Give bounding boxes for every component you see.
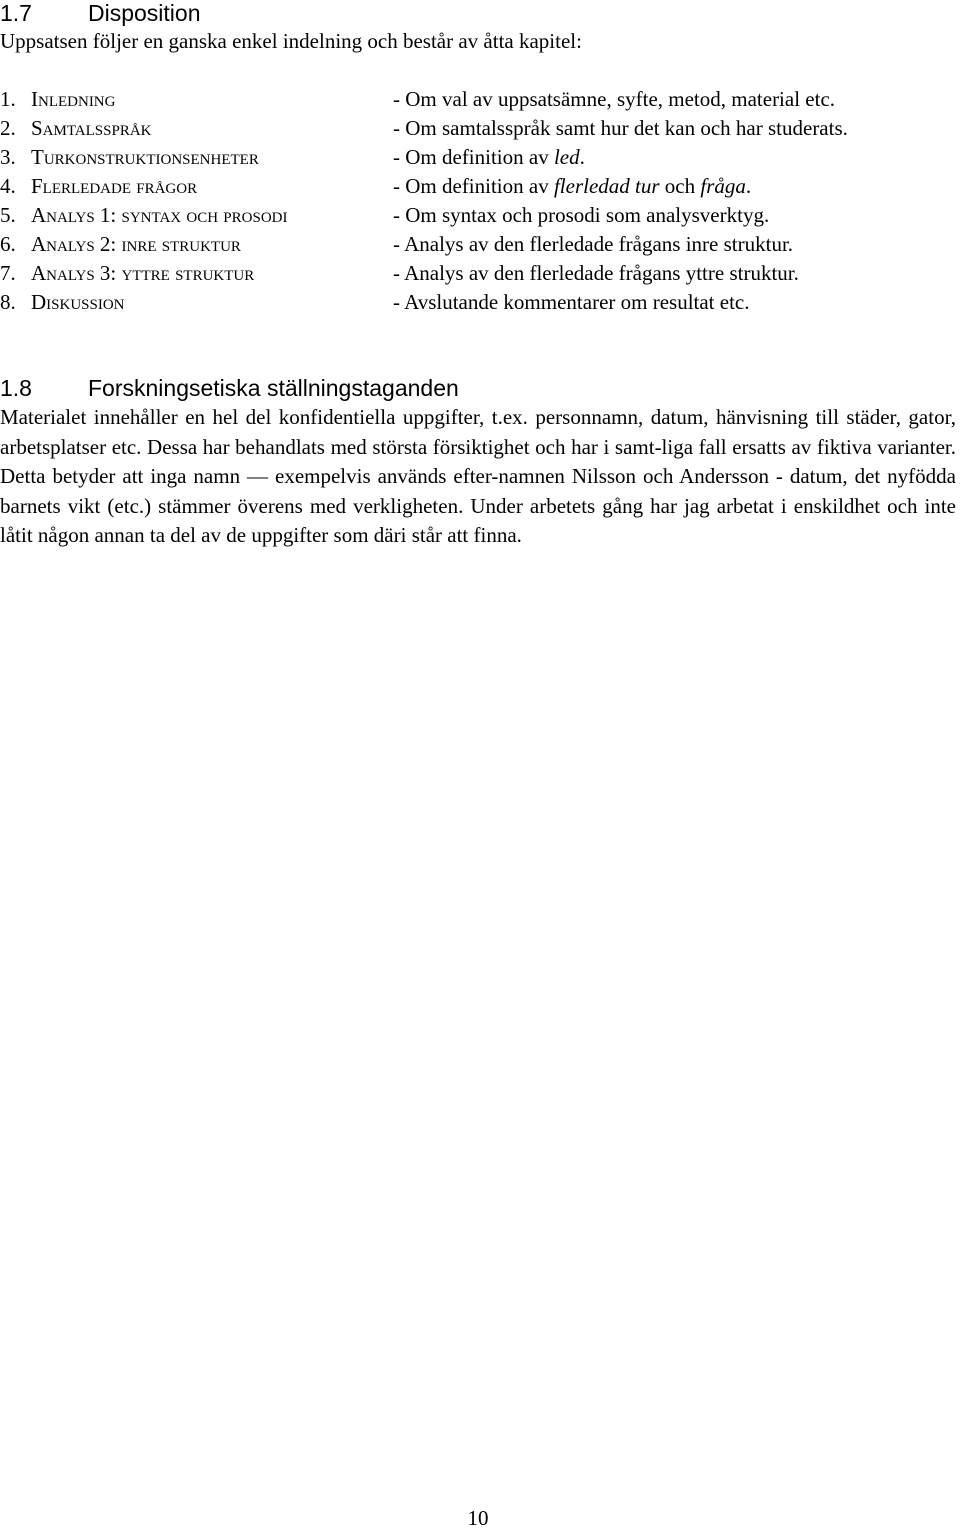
description-text: - Om definition av	[393, 174, 554, 198]
chapter-item	[0, 173, 960, 202]
section-number: 1.7	[0, 0, 32, 26]
chapter-title: Turkonstruktionsenheter	[31, 145, 259, 169]
chapter-description: - Om syntax och prosodi som analysverktyg.	[393, 203, 770, 227]
chapter-item	[0, 289, 960, 318]
chapter-title: Flerledade frågor	[31, 174, 198, 198]
chapter-number: 8.	[0, 290, 16, 314]
description-text: och	[659, 174, 701, 198]
description-text: .	[745, 174, 752, 198]
chapter-number: 7.	[0, 261, 16, 285]
chapter-number: 2.	[0, 116, 16, 140]
description-term: fråga	[700, 174, 746, 198]
description-text: .	[579, 145, 585, 169]
section-heading-ethics	[0, 375, 459, 401]
chapter-title: Analys 2: inre struktur	[31, 232, 241, 256]
chapter-title: Inledning	[31, 87, 116, 111]
chapter-title: Analys 1: syntax och prosodi	[31, 203, 288, 227]
chapter-list	[0, 86, 960, 318]
description-term: flerledad tur	[553, 174, 660, 198]
chapter-description: - Analys av den flerledade frågans inre struktur.	[393, 232, 794, 256]
ethics-paragraph: Materialet innehåller en hel del konfidentiella uppgifter, t.ex. personnamn, datum, hänvisning till städer, gator, arbetsplatser etc. Dessa har behandlats med största försiktighet och har i samt-liga fall ersatts av fiktiva varianter. Detta betyder att inga namn — exempelvis används efter-namnen Nilsson och Andersson - datum, det nyfödda barnets vikt (etc.) stämmer överens med verkligheten. Under arbetets gång har jag arbetat i enskildhet och inte låtit någon annan ta del av de uppgifter som däri står att finna.	[0, 405, 956, 548]
section-title: Disposition	[88, 0, 201, 26]
chapter-item	[0, 144, 960, 173]
chapter-description	[393, 173, 751, 199]
chapter-title: Analys 3: yttre struktur	[31, 261, 255, 285]
chapter-title: Samtalsspråk	[31, 116, 152, 140]
chapter-description: - Avslutande kommentarer om resultat etc.	[393, 290, 750, 314]
page-number: 10	[467, 1506, 489, 1530]
chapter-item	[0, 260, 960, 289]
intro-text: Uppsatsen följer en ganska enkel indelning och består av åtta kapitel:	[0, 29, 582, 53]
chapter-description: - Analys av den flerledade frågans yttre struktur.	[393, 261, 799, 285]
chapter-number: 6.	[0, 232, 16, 256]
chapter-description: - Om samtalsspråk samt hur det kan och har studerats.	[393, 116, 848, 140]
chapter-number: 1.	[0, 87, 16, 111]
chapter-number: 4.	[0, 174, 16, 198]
chapter-number: 5.	[0, 203, 16, 227]
chapter-item	[0, 86, 960, 115]
chapter-item	[0, 115, 960, 144]
chapter-item	[0, 202, 960, 231]
description-text: - Om definition av	[393, 145, 554, 169]
chapter-number: 3.	[0, 145, 16, 169]
section-number: 1.8	[0, 375, 32, 401]
chapter-title: Diskussion	[31, 290, 125, 314]
chapter-description: - Om val av uppsatsämne, syfte, metod, material etc.	[393, 87, 836, 111]
description-term: led	[553, 145, 580, 169]
chapter-item	[0, 231, 960, 260]
section-heading-disposition	[0, 0, 201, 26]
section-title: Forskningsetiska ställningstaganden	[88, 375, 459, 401]
chapter-description	[393, 144, 585, 170]
